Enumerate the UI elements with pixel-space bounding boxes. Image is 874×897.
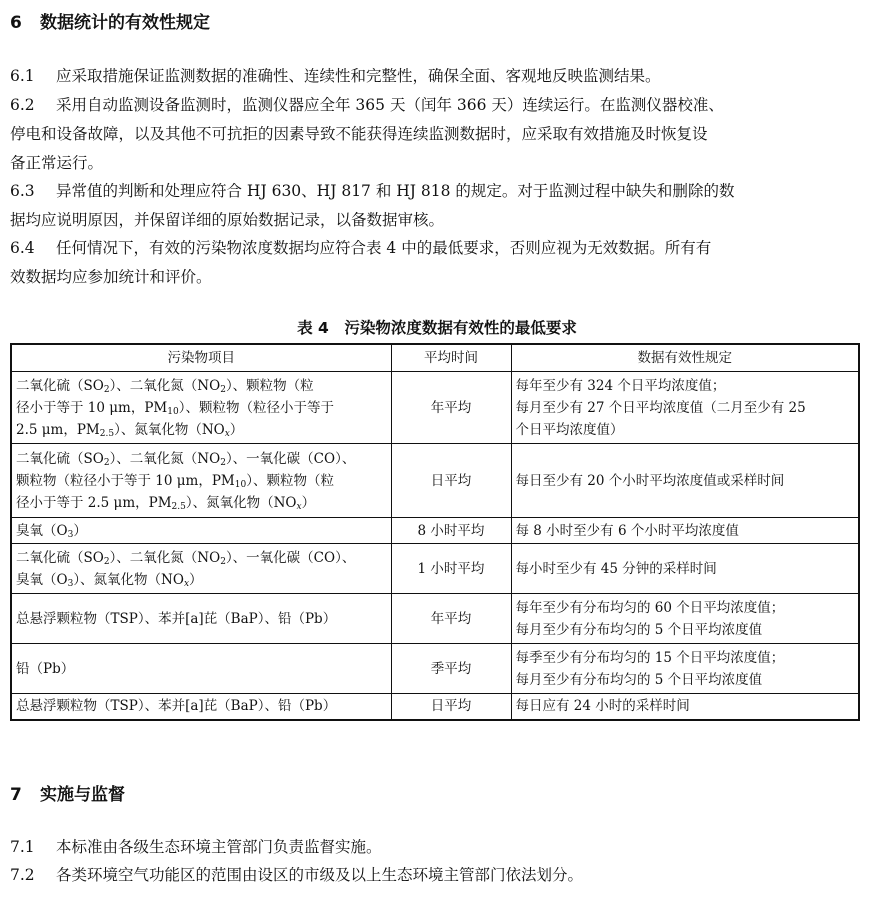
clause-text: 本标准由各级生态环境主管部门负责监督实施。 [56,838,382,856]
period-cell: 年平均 [391,372,511,444]
clause-7-2 [10,861,583,890]
clause-6-2-line-2: 停电和设备故障，以及其他不可抗拒的因素导致不能获得连续监测数据时，应采取有效措施及时恢复设 [10,125,708,143]
clause-6-1 [10,62,661,91]
header-rule: 数据有效性规定 [511,344,859,372]
pollutant-cell: 二氧化硫$(SO_2)$、二氧化氮$(NO_2)$、一氧化碳（CO）、 颗粒物（粒径小于等于 10 μm，$PM_{10}$）、颗粒物（粒 径小于等于 2.5 μm，$PM_{2.5}$）、氮氧化物$(NO_x)$ [11,444,391,518]
clause-number: 7.2 [10,866,35,884]
table-header-row [11,344,859,372]
pollutant-cell: 二氧化硫$(SO_2)$、二氧化氮$(NO_2)$、颗粒物（粒 径小于等于 10 μm，$PM_{10}$）、颗粒物（粒径小于等于 2.5 μm，$PM_{2.5}$）、氮氧化物$(NO_x)$ [11,372,391,444]
period-cell: 日平均 [391,444,511,518]
period-cell: 日平均 [391,694,511,720]
pollutant-cell: 铅（Pb） [11,644,391,694]
clause-number: 7.1 [10,838,35,856]
clause-text: 采用自动监测设备监测时，监测仪器应全年 365 天（闰年 366 天）连续运行。在监测仪器校准、 [56,96,724,114]
clause-6-4 [10,234,711,263]
section-7-heading [10,780,125,805]
table-row [11,444,859,518]
rule-cell: 每年至少有分布均匀的 60 个日平均浓度值； 每月至少有分布均匀的 5 个日平均浓度值 [511,594,859,644]
clause-text: 任何情况下，有效的污染物浓度数据均应符合表 4 中的最低要求，否则应视为无效数据。所有有 [56,239,712,257]
clause-6-3 [10,177,734,206]
section-6-title: 数据统计的有效性规定 [40,13,210,33]
rule-cell: 每日应有 24 小时的采样时间 [511,694,859,720]
clause-number: 6.4 [10,239,35,257]
clause-number: 6.3 [10,182,35,200]
period-cell: 年平均 [391,594,511,644]
clause-6-2-line-3: 备正常运行。 [10,154,104,172]
clause-6-2 [10,91,724,120]
header-pollutant: 污染物项目 [11,344,391,372]
table-row [11,518,859,544]
rule-cell: 每年至少有 324 个日平均浓度值； 每月至少有 27 个日平均浓度值（二月至少有 25 个日平均浓度值） [511,372,859,444]
clause-number: 6.2 [10,96,35,114]
rule-cell: 每 8 小时至少有 6 个小时平均浓度值 [511,518,859,544]
section-6-heading [10,8,210,33]
table-row [11,694,859,720]
pollutant-cell: 二氧化硫$(SO_2)$、二氧化氮$(NO_2)$、一氧化碳（CO）、 臭氧$(O_3)$、氮氧化物$(NO_x)$ [11,544,391,594]
clause-text: 应采取措施保证监测数据的准确性、连续性和完整性，确保全面、客观地反映监测结果。 [56,67,661,85]
table-row [11,372,859,444]
rule-cell: 每小时至少有 45 分钟的采样时间 [511,544,859,594]
table-caption: 表 4 污染物浓度数据有效性的最低要求 [297,319,577,337]
rule-cell: 每季至少有分布均匀的 15 个日平均浓度值； 每月至少有分布均匀的 5 个日平均浓度值 [511,644,859,694]
section-7-number: 7 [10,785,22,805]
clause-text: 各类环境空气功能区的范围由设区的市级及以上生态环境主管部门依法划分。 [56,866,584,884]
pollutant-cell: 总悬浮颗粒物（TSP）、苯并[a]芘（BaP）、铅（Pb） [11,594,391,644]
period-cell: 1 小时平均 [391,544,511,594]
rule-cell: 每日至少有 20 个小时平均浓度值或采样时间 [511,444,859,518]
header-period: 平均时间 [391,344,511,372]
table-row [11,594,859,644]
period-cell: 8 小时平均 [391,518,511,544]
period-cell: 季平均 [391,644,511,694]
clause-7-1 [10,833,382,862]
table-row [11,544,859,594]
section-6-number: 6 [10,13,22,33]
pollutant-cell: 臭氧$(O_3)$ [11,518,391,544]
clause-6-4-line-2: 效数据均应参加统计和评价。 [10,268,212,286]
clause-6-3-line-2: 据均应说明原因，并保留详细的原始数据记录，以备数据审核。 [10,211,445,229]
validity-table [10,343,860,721]
section-7-title: 实施与监督 [40,785,125,805]
table-row [11,644,859,694]
pollutant-cell: 总悬浮颗粒物（TSP）、苯并[a]芘（BaP）、铅（Pb） [11,694,391,720]
clause-text: 异常值的判断和处理应符合 HJ 630、HJ 817 和 HJ 818 的规定。对于监测过程中缺失和删除的数 [56,182,735,200]
clause-number: 6.1 [10,67,35,85]
